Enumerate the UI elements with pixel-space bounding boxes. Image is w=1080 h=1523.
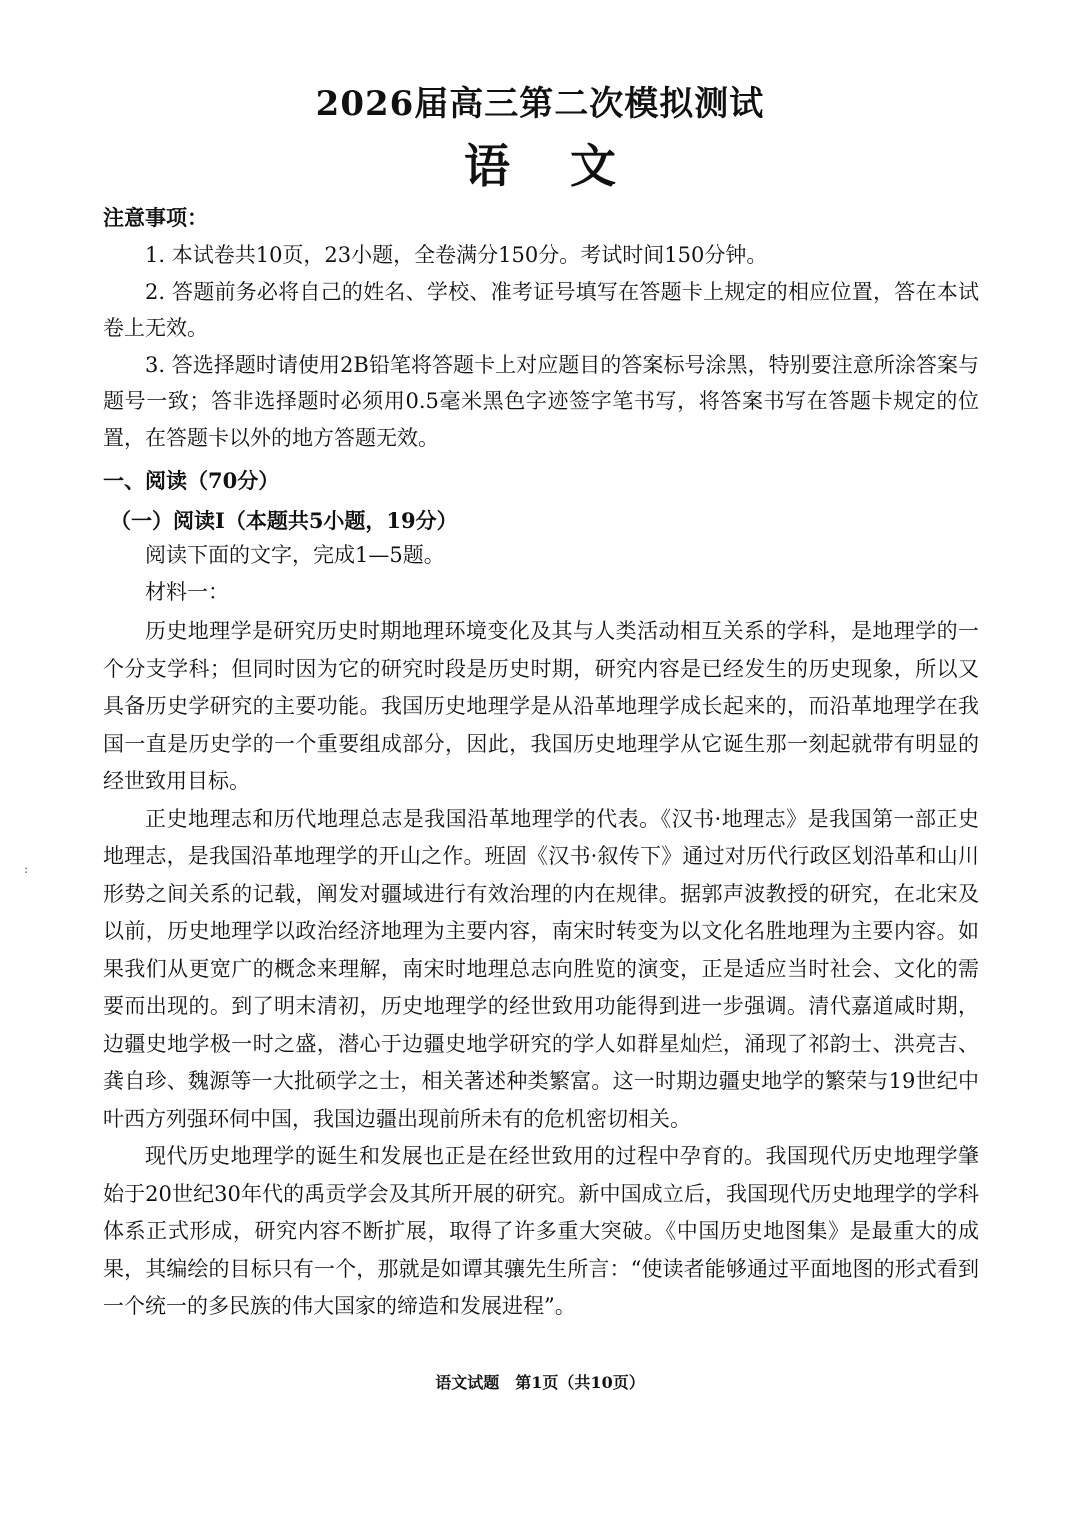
exam-title: 2026届高三第二次模拟测试 — [315, 84, 765, 124]
notice-item: 3. 答选择题时请使用2B铅笔将答题卡上对应题目的答案标号涂黑，特别要注意所涂答案与题号一致；答非选择题时必须用0.5毫米黑色字迹签字笔书写，将答案书写在答题卡规定的位置，在答题卡以外的地方答题无效。 — [103, 352, 979, 450]
passage-paragraph: 现代历史地理学的诞生和发展也正是在经世致用的过程中孕育的。我国现代历史地理学肇始于20世纪30年代的禹贡学会及其所开展的研究。新中国成立后，我国现代历史地理学的学科体系正式形成，研究内容不断扩展，取得了许多重大突破。《中国历史地图集》是最重大的成果，其编绘的目标只有一个，那就是如谭其骧先生所言：“使读者能够通过平面地图的形式看到一个统一的多民族的伟大国家的缔造和发展进程”。 — [103, 1144, 979, 1318]
notice-heading: 注意事项： — [103, 205, 208, 230]
material-label: 材料一： — [145, 580, 229, 604]
subject-title: 语文 — [464, 139, 676, 193]
notice-item: 1. 本试卷共10页，23小题，全卷满分150分。考试时间150分钟。 — [145, 243, 768, 267]
reading-instruction: 阅读下面的文字，完成1—5题。 — [145, 543, 445, 567]
notice-item: 2. 答题前务必将自己的姓名、学校、准考证号填写在答题卡上规定的相应位置，答在本试卷上无效。 — [103, 279, 979, 340]
notice-list — [103, 237, 979, 456]
subsection-heading: （一）阅读Ⅰ（本题共5小题，19分） — [110, 508, 458, 533]
page-footer: 语文试题 第1页（共10页） — [435, 1373, 645, 1392]
passage-paragraph: 历史地理学是研究历史时期地理环境变化及其与人类活动相互关系的学科，是地理学的一个分支学科；但同时因为它的研究时段是历史时期，研究内容是已经发生的历史现象，所以又具备历史学研究的主要功能。我国历史地理学是从沿革地理学成长起来的，而沿革地理学在我国一直是历史学的一个重要组成部分，因此，我国历史地理学从它诞生那一刻起就带有明显的经世致用目标。 — [103, 619, 979, 793]
margin-mark: : — [24, 862, 29, 876]
section-heading: 一、阅读（70分） — [103, 468, 280, 493]
passage-paragraph: 正史地理志和历代地理总志是我国沿革地理学的代表。《汉书·地理志》是我国第一部正史地理志，是我国沿革地理学的开山之作。班固《汉书·叙传下》通过对历代行政区划沿革和山川形势之间关系的记载，阐发对疆域进行有效治理的内在规律。据郭声波教授的研究，在北宋及以前，历史地理学以政治经济地理为主要内容，南宋时转变为以文化名胜地理为主要内容。如果我们从更宽广的概念来理解，南宋时地理总志向胜览的演变，正是适应当时社会、文化的需要而出现的。到了明末清初，历史地理学的经世致用功能得到进一步强调。清代嘉道咸时期，边疆史地学极一时之盛，潜心于边疆史地学研究的学人如群星灿烂，涌现了祁韵士、洪亮吉、龚自珍、魏源等一大批硕学之士，相关著述种类繁富。这一时期边疆史地学的繁荣与19世纪中叶西方列强环伺中国，我国边疆出现前所未有的危机密切相关。 — [103, 806, 979, 1131]
reading-passage — [103, 613, 979, 1326]
